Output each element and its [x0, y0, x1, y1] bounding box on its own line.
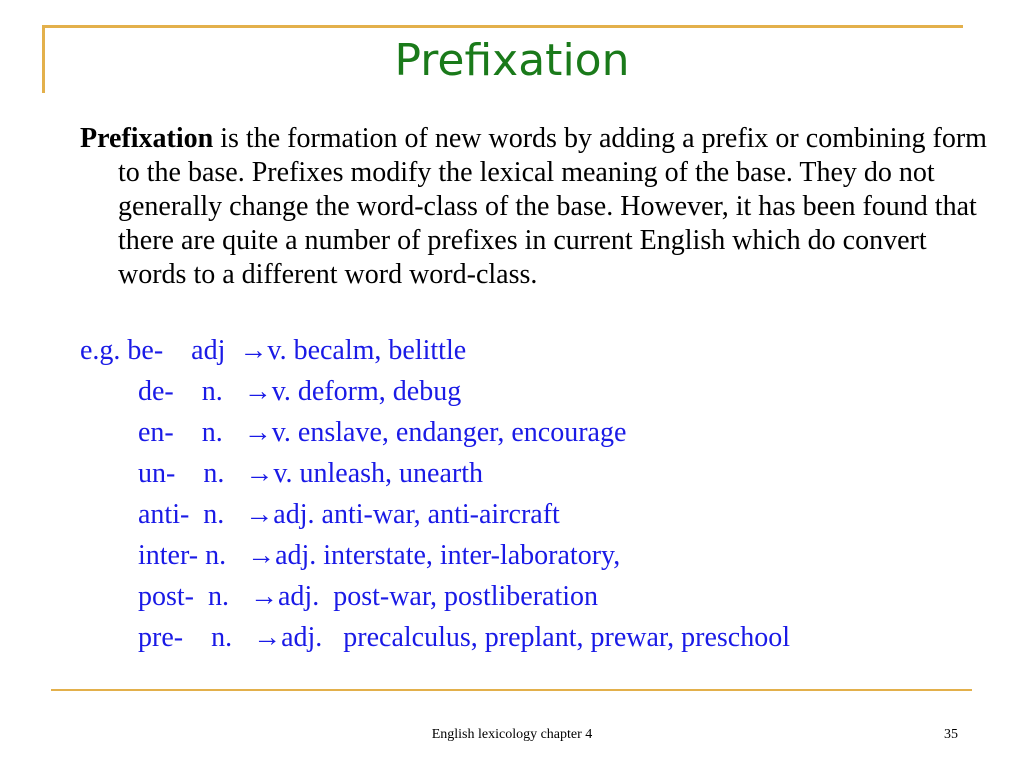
slide-footer: English lexicology chapter 4: [431, 727, 593, 742]
slide-title: Prefixation: [394, 35, 630, 86]
example-line: anti- n. →adj. anti-war, anti-aircraft: [138, 499, 560, 530]
example-line: un- n. →v. unleash, unearth: [138, 458, 483, 489]
definition-paragraph: [80, 122, 998, 292]
example-line: pre- n. →adj. precalculus, preplant, prewar, preschool: [138, 622, 790, 653]
example-line: en- n. →v. enslave, endanger, encourage: [138, 417, 627, 448]
frame-top-line: [42, 25, 963, 28]
definition-text: is the formation of new words by adding a prefix or combining form to the base. Prefixes modify the lexical meaning of the base. They do not generally change the word-class of the base. However, it has been found that there are quite a number of prefixes in current English which do convert words to a different word word-class.: [118, 123, 987, 290]
page-number: 35: [944, 727, 958, 742]
footer-divider: [51, 689, 972, 691]
definition-term: Prefixation: [80, 123, 214, 154]
example-line: e.g. be- adj →v. becalm, belittle: [80, 335, 467, 366]
example-line: post- n. →adj. post-war, postliberation: [138, 581, 599, 612]
example-line: inter- n. →adj. interstate, inter-laboratory,: [138, 540, 621, 571]
example-line: de- n. →v. deform, debug: [138, 376, 462, 407]
